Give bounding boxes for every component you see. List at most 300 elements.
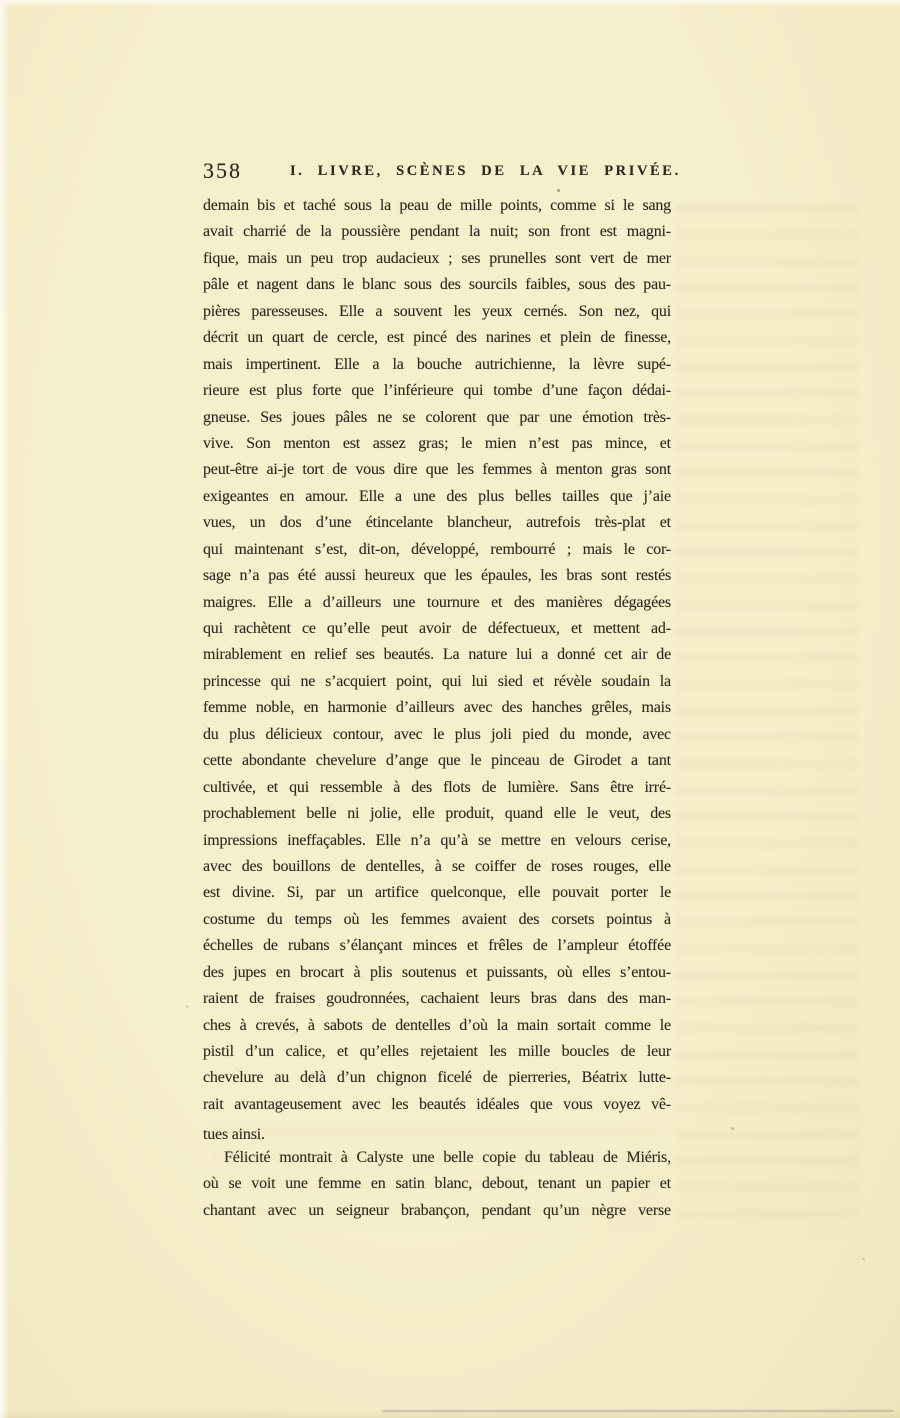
word: étincelante <box>365 514 433 532</box>
word: pas <box>268 567 289 585</box>
word: avec <box>267 1201 297 1219</box>
word: que <box>437 752 461 770</box>
word: une <box>412 487 436 505</box>
word: dire <box>393 461 418 479</box>
word: gneuse. <box>203 408 251 426</box>
word: n’est <box>528 434 559 452</box>
word: dans <box>567 990 597 1008</box>
word: front <box>559 223 590 241</box>
text-line <box>203 858 671 884</box>
word: qui <box>203 620 223 637</box>
word: et <box>491 593 503 611</box>
word: l’inférieure <box>383 382 454 400</box>
word: sont <box>645 461 671 479</box>
word: des <box>411 778 432 796</box>
word: raient <box>203 990 239 1008</box>
word: pointus <box>606 910 653 928</box>
word: pendant <box>409 223 460 241</box>
word: tableau <box>549 1148 595 1166</box>
word: faibles, <box>525 276 571 294</box>
word: prochablement <box>203 805 296 823</box>
word: elle <box>412 805 435 823</box>
word: dégagées <box>613 593 671 611</box>
word: avaient <box>461 910 507 928</box>
word: voyez <box>603 1095 641 1113</box>
word: ai-je <box>266 461 294 479</box>
word: man- <box>638 990 671 1008</box>
word: puissants, <box>486 963 548 981</box>
word: jolie, <box>370 805 402 823</box>
word: un <box>308 1201 324 1219</box>
word: sont <box>555 249 581 267</box>
text-line <box>203 409 671 435</box>
word: points, <box>500 197 542 214</box>
word: tenant <box>537 1175 576 1193</box>
word: qui <box>441 672 462 690</box>
word: par <box>519 408 540 426</box>
word: cerise, <box>630 831 671 849</box>
word: et <box>336 1043 349 1060</box>
word: beautés. <box>383 646 434 664</box>
word: rembourré <box>490 540 556 558</box>
word: qu’elles <box>359 1043 409 1060</box>
word: délicieux <box>265 725 323 743</box>
page-text-block <box>203 197 671 1228</box>
word: Elle <box>267 593 293 611</box>
word: prunelles <box>489 249 547 267</box>
word: elle <box>518 884 541 902</box>
word: soutenus <box>401 963 457 981</box>
word: produit, <box>445 805 494 823</box>
word: finesse, <box>624 329 671 347</box>
word: demain <box>203 197 249 214</box>
word: leur <box>646 1043 671 1060</box>
word: les <box>391 1095 409 1113</box>
word: que <box>529 1095 553 1113</box>
word: les <box>456 461 474 479</box>
word: pas <box>571 434 593 452</box>
word: lutte- <box>638 1069 671 1087</box>
word: à <box>540 461 548 479</box>
text-line <box>203 1069 671 1095</box>
word: au <box>274 1069 290 1087</box>
text-line <box>203 276 671 302</box>
text-line <box>203 1202 671 1228</box>
word: de <box>462 620 477 637</box>
word: développé, <box>411 540 479 558</box>
word: de <box>602 1148 618 1166</box>
text-line <box>203 461 671 487</box>
word: joues <box>292 408 325 426</box>
word: avec <box>642 725 671 743</box>
word: bras <box>566 567 593 585</box>
word: elle <box>553 805 577 823</box>
word: Elle <box>334 355 360 373</box>
word: Béatrix <box>581 1069 628 1087</box>
text-line <box>203 356 671 382</box>
word: pincé <box>413 329 447 347</box>
word: mille <box>518 1043 551 1060</box>
word: un <box>347 884 363 902</box>
word: et <box>570 620 583 637</box>
word: vê- <box>651 1095 671 1113</box>
word: et <box>659 434 671 452</box>
word: vues, <box>203 514 236 532</box>
word: forte <box>312 382 342 400</box>
word: elle <box>648 857 671 875</box>
word: comme <box>604 1016 651 1034</box>
word: rieure <box>203 382 240 400</box>
word: ad- <box>651 620 671 637</box>
paper-speck <box>862 1258 865 1260</box>
word: de <box>313 329 328 347</box>
word: joli <box>491 725 512 743</box>
word: n’a <box>239 567 260 585</box>
page-number: 358 <box>203 158 242 183</box>
word: audacieux <box>376 249 440 267</box>
word: de <box>332 461 347 479</box>
word: autrichienne, <box>475 355 556 373</box>
word: pied <box>522 725 549 743</box>
word: femmes <box>482 461 532 479</box>
word: où <box>203 1175 219 1193</box>
word: de <box>295 223 311 241</box>
word: d’une <box>315 514 352 532</box>
word: ses <box>355 646 375 664</box>
word: noble, <box>255 699 295 717</box>
word: la <box>379 197 392 214</box>
word: qui <box>289 778 309 796</box>
word: colorent <box>425 408 477 426</box>
word: d’un <box>336 1069 366 1087</box>
word: ches <box>203 1016 231 1034</box>
word: ficelé <box>437 1069 472 1087</box>
word: mais <box>641 699 671 717</box>
word: femme <box>317 1175 362 1193</box>
word: rouges, <box>593 857 639 875</box>
word: épaules, <box>481 567 532 585</box>
word: nègre <box>591 1201 626 1219</box>
text-line <box>203 223 671 249</box>
word: corsets <box>551 910 595 928</box>
word: mille <box>459 197 492 214</box>
word: la <box>320 223 332 241</box>
word: de <box>481 778 497 796</box>
word: vert <box>589 249 614 267</box>
word: maintenant <box>234 540 304 558</box>
word: que <box>351 382 374 400</box>
word: un <box>286 249 302 267</box>
word: s’est, <box>315 540 348 558</box>
word: et <box>466 937 479 955</box>
word: des <box>513 593 535 611</box>
word: impressions <box>203 831 278 849</box>
text-line <box>203 620 671 646</box>
word: nagent <box>256 276 298 294</box>
word: émotion <box>582 408 634 426</box>
word: a <box>304 593 312 611</box>
word: sous <box>404 276 432 294</box>
word: de <box>482 1069 498 1087</box>
word: une <box>549 408 572 426</box>
word: et <box>539 329 552 347</box>
word: crevés, <box>255 1016 299 1034</box>
word: avantageusement <box>234 1095 342 1113</box>
word: nature <box>468 646 508 664</box>
word: dit-on, <box>358 540 400 558</box>
word: pau- <box>643 276 671 294</box>
word: plus <box>478 487 505 505</box>
word: costume <box>203 910 255 928</box>
word: exigeantes <box>203 487 269 505</box>
word: être <box>610 778 634 796</box>
word: yeux <box>482 302 513 320</box>
word: en <box>370 1175 386 1193</box>
word: jupes <box>233 963 267 981</box>
word: belles <box>515 487 552 505</box>
word: des <box>456 329 477 347</box>
word: seigneur <box>336 1201 389 1219</box>
word: du <box>524 1148 541 1166</box>
word: Elle <box>359 487 384 505</box>
word: heureux <box>364 567 415 585</box>
text-line <box>203 832 671 858</box>
word: lèvre <box>593 355 625 373</box>
word: vous <box>355 461 385 479</box>
word: magni- <box>626 223 671 241</box>
word: papier <box>611 1175 650 1193</box>
word: gras <box>610 461 637 479</box>
word: d’une <box>542 382 578 400</box>
word: Calyste <box>356 1148 404 1166</box>
text-line <box>203 1149 671 1175</box>
word: bouche <box>416 355 462 373</box>
word: qui <box>463 382 484 400</box>
word: soudain <box>601 672 650 690</box>
word: et <box>465 963 478 981</box>
word: pinceau <box>491 752 540 770</box>
word: cercle, <box>337 329 378 347</box>
word: à <box>353 963 361 981</box>
word: chignon <box>376 1069 427 1087</box>
word: tombe <box>493 382 533 400</box>
word: cachaient <box>420 990 479 1008</box>
word: vive. <box>203 434 234 452</box>
word: a <box>395 487 402 505</box>
paragraph <box>203 1149 671 1228</box>
text-line <box>203 884 671 910</box>
text-line <box>203 990 671 1016</box>
word: La <box>442 646 460 664</box>
word: des <box>203 963 224 981</box>
word: décrit <box>203 329 239 347</box>
word: main <box>516 1016 549 1034</box>
word: s’acquiert <box>325 672 387 690</box>
word: avoir <box>418 620 451 637</box>
word: impertinent. <box>245 355 321 373</box>
word: des <box>439 276 461 294</box>
word: de <box>620 1043 636 1060</box>
word: une <box>392 593 416 611</box>
word: mien <box>484 434 517 452</box>
word: mettent <box>593 620 640 637</box>
word: aussi <box>324 567 356 585</box>
word: se <box>228 1175 242 1193</box>
text-line <box>203 514 671 540</box>
word: mirablement <box>203 646 282 664</box>
word: peu <box>310 249 334 267</box>
word: et <box>659 514 671 532</box>
word: de <box>532 937 548 955</box>
word: verse <box>638 1201 671 1219</box>
word: veut, <box>608 805 640 823</box>
word: comme <box>550 197 597 214</box>
word: delà <box>300 1069 326 1087</box>
word: n’a <box>410 831 431 849</box>
word: point, <box>396 672 432 690</box>
word: montrait <box>279 1148 332 1166</box>
word: velours <box>575 831 621 849</box>
text-line <box>203 752 671 778</box>
word: Félicité <box>224 1148 271 1166</box>
word: ne <box>300 672 316 690</box>
word: chevelure <box>203 1069 264 1087</box>
text-line <box>203 567 671 593</box>
word: le <box>342 276 354 294</box>
word: l’ampleur <box>557 937 619 955</box>
word: en <box>550 831 566 849</box>
word: avec <box>203 857 232 875</box>
text-line <box>203 779 671 805</box>
word: et <box>283 197 295 214</box>
word: rubans <box>287 937 330 955</box>
text-line <box>203 382 671 408</box>
word: pouvait <box>552 884 599 902</box>
text-line <box>203 303 671 329</box>
paper-speck <box>557 189 560 192</box>
word: cultivée, <box>203 778 256 796</box>
word: cor- <box>646 540 671 558</box>
scan-edge-line <box>382 1410 894 1412</box>
word: fique, <box>203 249 239 267</box>
word: des <box>446 487 468 505</box>
word: de <box>340 857 356 875</box>
word: dans <box>306 276 335 294</box>
word: en <box>303 699 319 717</box>
word: de <box>549 752 564 770</box>
word: est <box>342 434 361 452</box>
word: très- <box>643 408 671 426</box>
word: dos <box>279 514 302 532</box>
word: vous <box>563 1095 593 1113</box>
word: Son <box>246 434 271 452</box>
word: Son <box>578 302 603 320</box>
word: sourcils <box>468 276 518 294</box>
word: Si, <box>286 884 304 902</box>
word: les <box>453 302 471 320</box>
word: révèle <box>553 672 592 690</box>
word: cette <box>203 752 233 770</box>
word: ; <box>448 249 453 267</box>
word: de <box>263 937 278 955</box>
word: mais <box>203 355 233 373</box>
word: dentelles, <box>365 857 425 875</box>
bleedthrough-texture <box>676 204 858 1234</box>
word: été <box>297 567 316 585</box>
word: trop <box>342 249 368 267</box>
word: peut <box>381 620 408 637</box>
word: de <box>622 249 638 267</box>
text-line <box>203 329 671 355</box>
text-line <box>203 1175 671 1201</box>
word: d’un <box>245 1043 274 1060</box>
word: peut-être <box>203 461 259 479</box>
word: femme <box>203 699 247 717</box>
word: des <box>241 857 263 875</box>
word: tournure <box>426 593 480 611</box>
word: des <box>607 990 628 1008</box>
word: s’entou- <box>620 963 671 981</box>
word: gras; <box>418 434 449 452</box>
running-title: I. LIVRE, SCÈNES DE LA VIE PRIVÉE. <box>290 163 681 179</box>
word: nez, <box>614 302 640 320</box>
word: taché <box>302 197 336 214</box>
word: la <box>469 223 481 241</box>
word: copie <box>482 1148 516 1166</box>
text-line <box>203 594 671 620</box>
word: si <box>604 197 615 214</box>
word: a <box>541 646 549 664</box>
word: minces <box>412 937 457 955</box>
word: relief <box>314 646 347 664</box>
word: sont <box>601 567 627 585</box>
word: Elle <box>375 831 401 849</box>
word: qu’un <box>542 1201 580 1219</box>
word: amour. <box>305 487 349 505</box>
word: ce <box>301 620 316 637</box>
word: est <box>203 884 221 902</box>
word: où <box>556 963 573 981</box>
word: pierreries, <box>508 1069 571 1087</box>
word: défectueux, <box>487 620 560 637</box>
word: irré- <box>644 778 671 796</box>
word: et <box>532 672 544 690</box>
text-line <box>203 805 671 831</box>
word: lui <box>471 672 488 690</box>
word: avec <box>394 725 423 743</box>
word: abondante <box>241 752 306 770</box>
word: et <box>659 1175 671 1193</box>
word: plus <box>229 725 255 743</box>
word: grêles, <box>591 699 633 717</box>
word: un <box>247 329 263 347</box>
word: pistil <box>203 1043 234 1060</box>
word: se <box>478 831 491 849</box>
word: la <box>659 672 671 690</box>
word: des <box>614 276 636 294</box>
text-line <box>203 673 671 699</box>
word: blanc, <box>434 1175 472 1193</box>
word: restés <box>635 567 671 585</box>
word: sang <box>642 197 671 214</box>
word: quand <box>504 805 543 823</box>
word: plus <box>276 382 303 400</box>
word: ineffaçables. <box>287 831 366 849</box>
word: paresseuses. <box>251 302 328 320</box>
word: de <box>656 646 671 664</box>
word: à <box>340 1148 348 1166</box>
word: à <box>663 910 671 928</box>
